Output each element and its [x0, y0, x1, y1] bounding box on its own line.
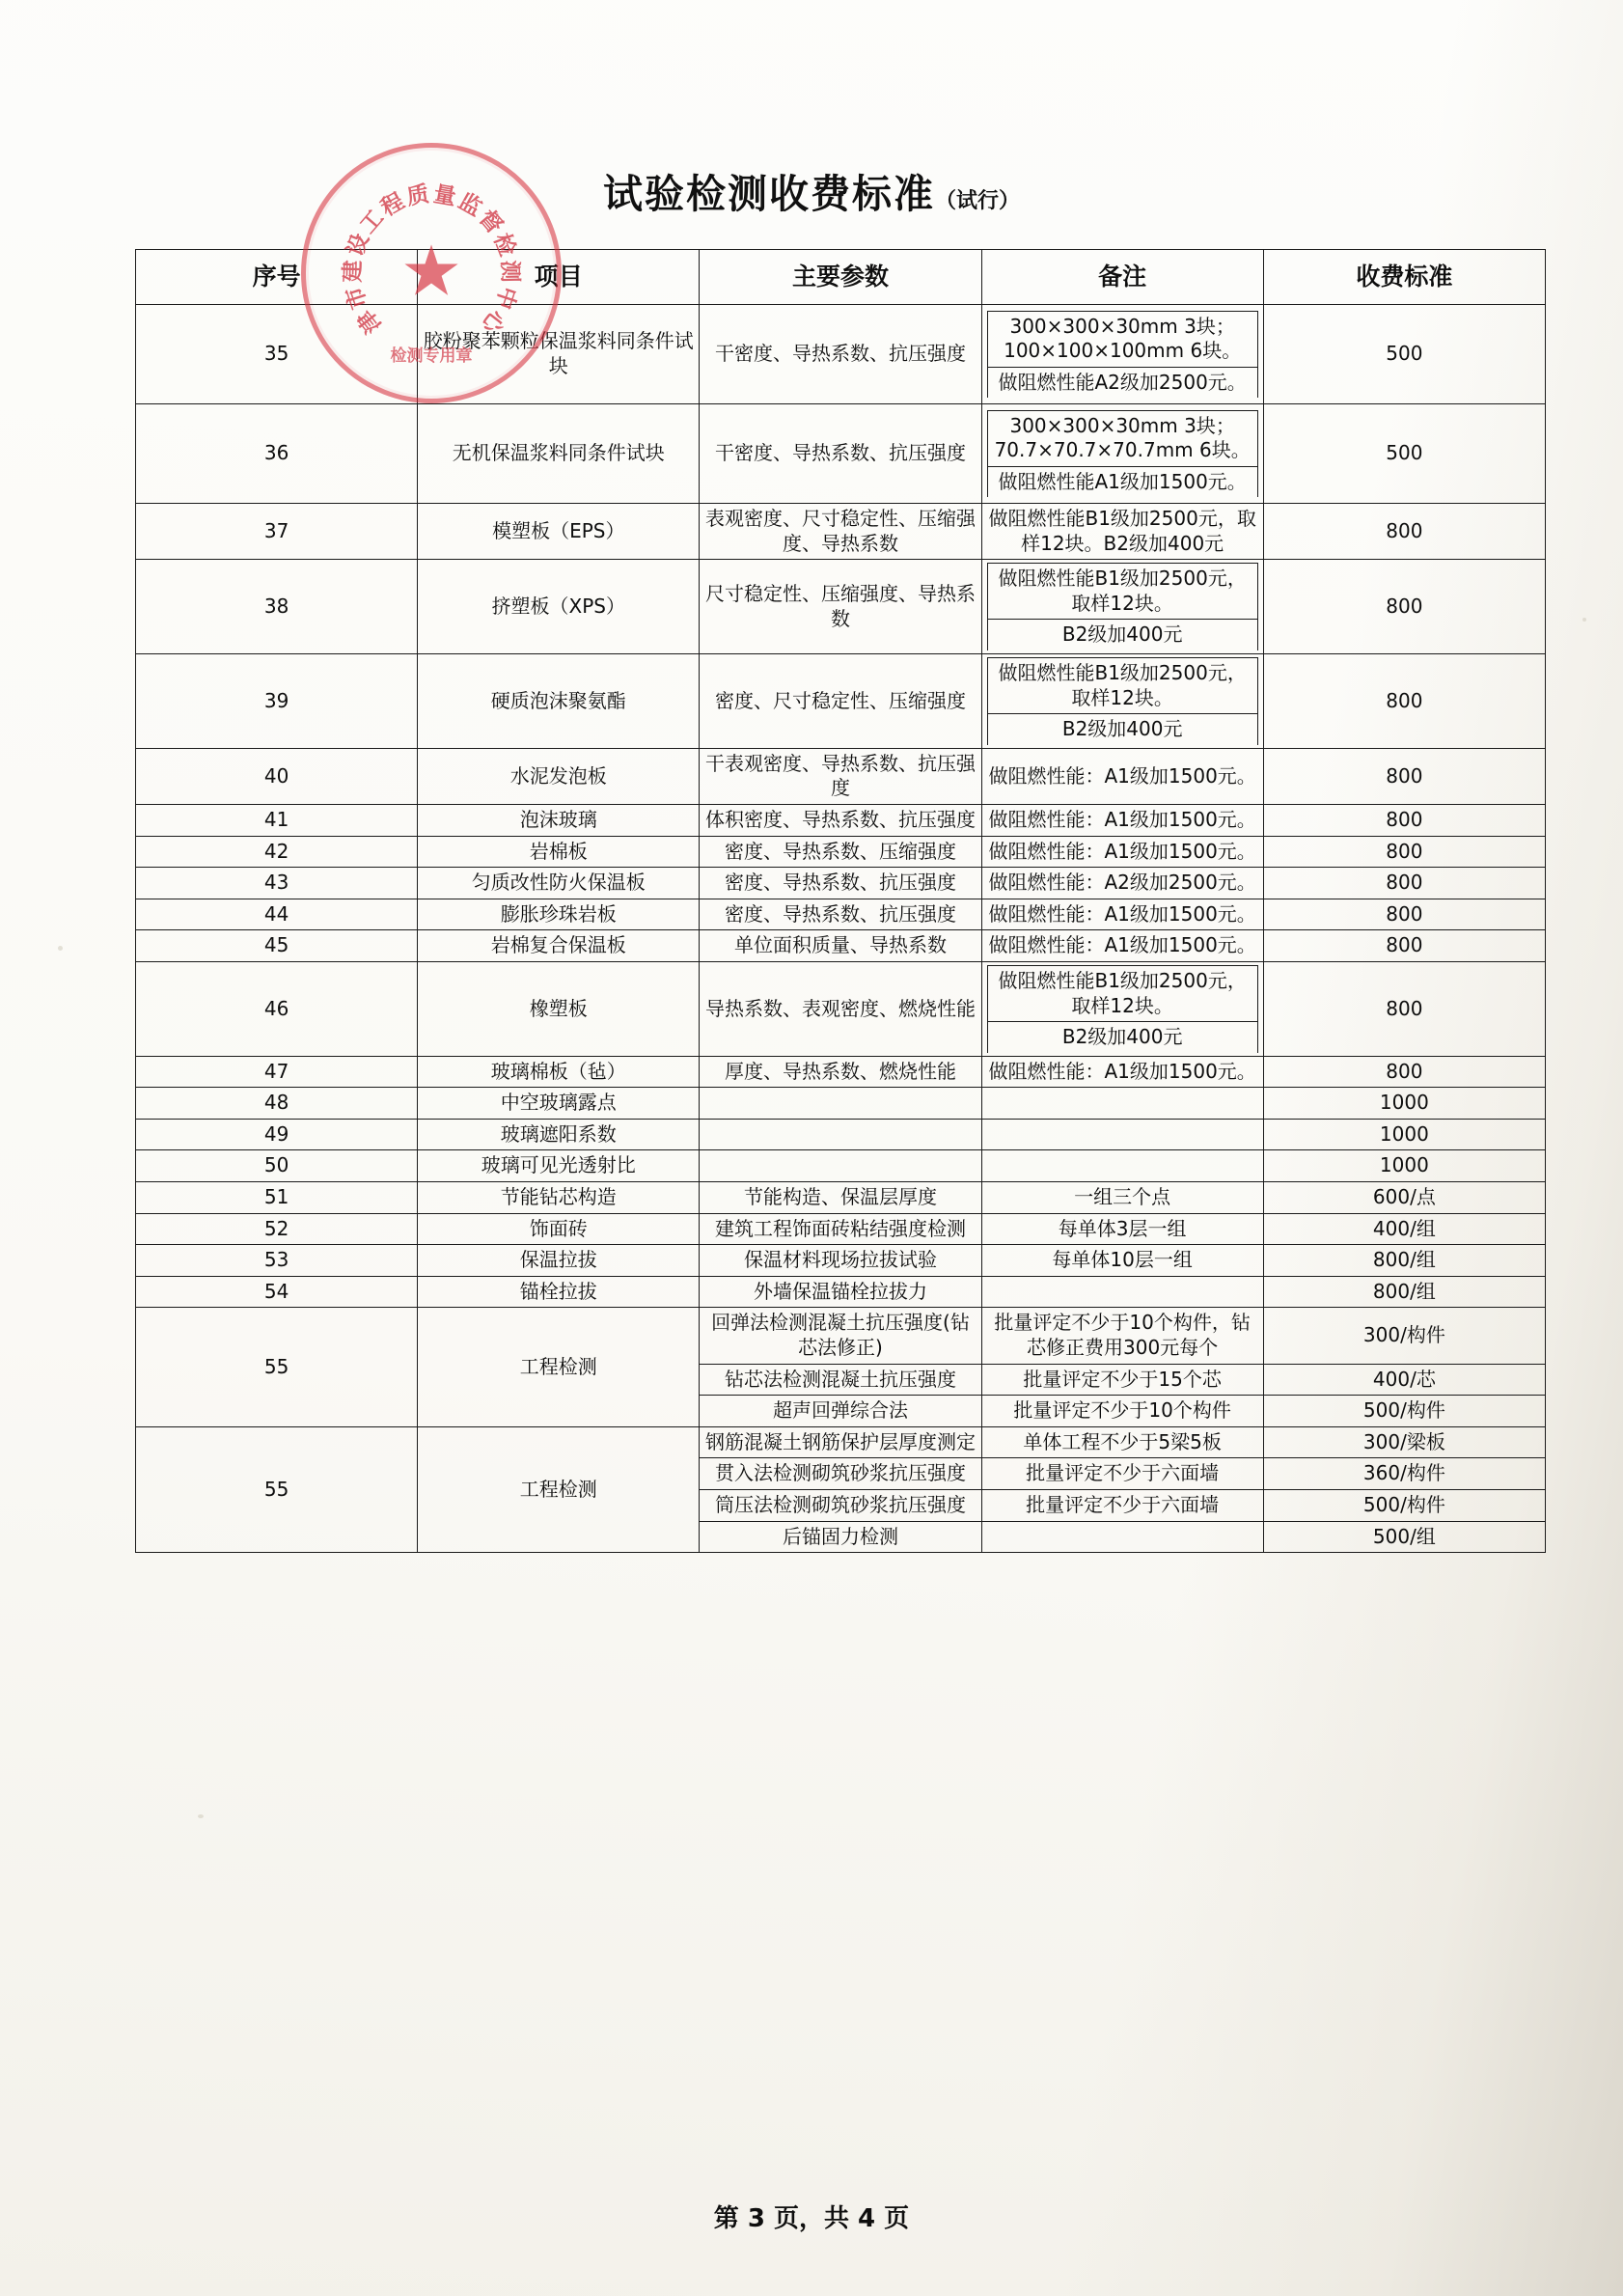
- cell-fee: 800/组: [1263, 1245, 1545, 1277]
- scan-speck: [1582, 618, 1586, 622]
- table-row: [136, 1056, 1546, 1088]
- seal-arc-char: 程: [376, 188, 409, 222]
- cell-item: 橡塑板: [418, 961, 700, 1056]
- remark-subrow: [987, 657, 1257, 713]
- cell-no: 41: [136, 804, 418, 836]
- cell-no: 52: [136, 1213, 418, 1245]
- cell-remark: 单体工程不少于5梁5板: [981, 1426, 1263, 1458]
- cell-param: 回弹法检测混凝土抗压强度(钻芯法修正): [700, 1308, 981, 1364]
- remark-subrow: [987, 965, 1257, 1021]
- remark-subcell: 做阻燃性能A1级加1500元。: [987, 466, 1257, 497]
- cell-remark: 批量评定不少于10个构件: [981, 1396, 1263, 1427]
- seal-arc-char: 建: [340, 260, 367, 283]
- table-row: [136, 1182, 1546, 1214]
- cell-param: 密度、尺寸稳定性、压缩强度: [700, 653, 981, 748]
- cell-fee: 1000: [1263, 1119, 1545, 1150]
- remark-subcell: 300×300×30mm 3块； 100×100×100mm 6块。: [987, 311, 1257, 367]
- cell-param: [700, 1088, 981, 1120]
- remark-subcell: 做阻燃性能B1级加2500元，取样12块。: [987, 965, 1257, 1021]
- cell-no: 39: [136, 653, 418, 748]
- seal-arc-char: 心: [476, 304, 510, 338]
- cell-no: 47: [136, 1056, 418, 1088]
- cell-fee: 800: [1263, 868, 1545, 899]
- table-row: [136, 305, 1546, 404]
- cell-item: 工程检测: [418, 1308, 700, 1426]
- cell-item: 工程检测: [418, 1426, 700, 1552]
- cell-item: 硬质泡沫聚氨酯: [418, 653, 700, 748]
- cell-fee: 1000: [1263, 1088, 1545, 1120]
- cell-item: 玻璃棉板（毡）: [418, 1056, 700, 1088]
- seal-arc-char: 工: [355, 205, 390, 239]
- cell-remark: 做阻燃性能：A1级加1500元。: [981, 748, 1263, 804]
- cell-no: 38: [136, 560, 418, 654]
- cell-no: 48: [136, 1088, 418, 1120]
- cell-item: 泡沫玻璃: [418, 804, 700, 836]
- table-row: [136, 899, 1546, 930]
- seal-arc-char: 设: [343, 230, 374, 261]
- table-row: [136, 836, 1546, 868]
- cell-no: 35: [136, 305, 418, 404]
- cell-param: 后锚固力检测: [700, 1521, 981, 1553]
- cell-item: 锚栓拉拔: [418, 1276, 700, 1308]
- cell-param: 干表观密度、导热系数、抗压强度: [700, 748, 981, 804]
- cell-no: 49: [136, 1119, 418, 1150]
- cell-param: 密度、导热系数、抗压强度: [700, 899, 981, 930]
- cell-no: 40: [136, 748, 418, 804]
- cell-param: 钢筋混凝土钢筋保护层厚度测定: [700, 1426, 981, 1458]
- cell-fee: 360/构件: [1263, 1458, 1545, 1490]
- cell-no: 53: [136, 1245, 418, 1277]
- cell-remark: 做阻燃性能：A1级加1500元。: [981, 930, 1263, 962]
- cell-param: 密度、导热系数、压缩强度: [700, 836, 981, 868]
- cell-fee: 500: [1263, 305, 1545, 404]
- table-row: [136, 504, 1546, 560]
- cell-param: 超声回弹综合法: [700, 1396, 981, 1427]
- cell-param: 干密度、导热系数、抗压强度: [700, 404, 981, 504]
- cell-item: 玻璃可见光透射比: [418, 1150, 700, 1182]
- cell-fee: 500/构件: [1263, 1490, 1545, 1522]
- remark-subcell: B2级加400元: [987, 620, 1257, 650]
- cell-fee: 800: [1263, 836, 1545, 868]
- cell-param: [700, 1150, 981, 1182]
- cell-remark: [981, 1521, 1263, 1553]
- document-title-suffix: （试行）: [934, 189, 1020, 213]
- cell-param: 尺寸稳定性、压缩强度、导热系数: [700, 560, 981, 654]
- seal-arc-char: 检: [488, 230, 520, 261]
- th-fee: 收费标准: [1263, 250, 1545, 305]
- cell-remark: 批量评定不少于六面墙: [981, 1490, 1263, 1522]
- table-row: [136, 1308, 1546, 1364]
- cell-param: 保温材料现场拉拔试验: [700, 1245, 981, 1277]
- table-row: [136, 1426, 1546, 1458]
- cell-param: 筒压法检测砌筑砂浆抗压强度: [700, 1490, 981, 1522]
- table-row: [136, 961, 1546, 1056]
- cell-remark: 一组三个点: [981, 1182, 1263, 1214]
- remark-subtable: [987, 657, 1258, 745]
- table-row: [136, 1088, 1546, 1120]
- cell-item: 保温拉拔: [418, 1245, 700, 1277]
- cell-fee: 800: [1263, 930, 1545, 962]
- cell-param: 节能构造、保温层厚度: [700, 1182, 981, 1214]
- th-item: 项目: [418, 250, 700, 305]
- page-footer: 第 3 页，共 4 页: [713, 2204, 910, 2233]
- table-row: [136, 1213, 1546, 1245]
- table-row: [136, 560, 1546, 654]
- table-row: [136, 930, 1546, 962]
- cell-param: 钻芯法检测混凝土抗压强度: [700, 1364, 981, 1396]
- cell-param: 单位面积质量、导热系数: [700, 930, 981, 962]
- remark-subrow: [987, 564, 1257, 620]
- cell-no: 36: [136, 404, 418, 504]
- cell-remark: 做阻燃性能：A1级加1500元。: [981, 836, 1263, 868]
- remark-subrow: [987, 620, 1257, 650]
- cell-remark: 每单体10层一组: [981, 1245, 1263, 1277]
- document-title: 试验检测收费标准: [602, 171, 935, 217]
- th-no: 序号: [136, 250, 418, 305]
- cell-fee: 1000: [1263, 1150, 1545, 1182]
- cell-remark: [981, 1088, 1263, 1120]
- cell-no: 43: [136, 868, 418, 899]
- cell-param: 密度、导热系数、抗压强度: [700, 868, 981, 899]
- table-row: [136, 653, 1546, 748]
- cell-remark: [981, 1276, 1263, 1308]
- cell-param: 厚度、导热系数、燃烧性能: [700, 1056, 981, 1088]
- remark-subrow: [987, 466, 1257, 497]
- cell-fee: 300/梁板: [1263, 1426, 1545, 1458]
- table-row: [136, 1119, 1546, 1150]
- seal-bottom-text: 检测专用章: [390, 346, 473, 365]
- cell-fee: 400/组: [1263, 1213, 1545, 1245]
- cell-param: 贯入法检测砌筑砂浆抗压强度: [700, 1458, 981, 1490]
- remark-subtable: [987, 965, 1258, 1053]
- cell-fee: 800: [1263, 899, 1545, 930]
- cell-remark: [981, 1119, 1263, 1150]
- table-row: [136, 1276, 1546, 1308]
- seal-arc-char: 监: [454, 188, 486, 222]
- cell-fee: 500/组: [1263, 1521, 1545, 1553]
- seal-arc-char: 量: [431, 181, 458, 210]
- cell-no: 55: [136, 1308, 418, 1426]
- remark-subtable: [987, 563, 1258, 650]
- cell-fee: 800: [1263, 560, 1545, 654]
- cell-item: 胶粉聚苯颗粒保温浆料同条件试块: [418, 305, 700, 404]
- remark-subcell: 做阻燃性能B1级加2500元，取样12块。: [987, 657, 1257, 713]
- cell-no: 54: [136, 1276, 418, 1308]
- seal-arc-char: 督: [473, 205, 508, 239]
- cell-no: 37: [136, 504, 418, 560]
- remark-subcell: 做阻燃性能B1级加2500元，取样12块。: [987, 564, 1257, 620]
- cell-remark: 批量评定不少于10个构件，钻芯修正费用300元每个: [981, 1308, 1263, 1364]
- cell-fee: 500: [1263, 404, 1545, 504]
- seal-star-icon: ★: [399, 233, 463, 311]
- cell-remark: 做阻燃性能：A1级加1500元。: [981, 899, 1263, 930]
- seal-arc-char: 测: [496, 260, 523, 283]
- remark-subcell: B2级加400元: [987, 714, 1257, 745]
- cell-no: 44: [136, 899, 418, 930]
- cell-fee: 800: [1263, 653, 1545, 748]
- cell-item: 玻璃遮阳系数: [418, 1119, 700, 1150]
- table-row: [136, 1150, 1546, 1182]
- remark-subrow: [987, 367, 1257, 398]
- seal-arc-char: 质: [404, 181, 431, 210]
- fee-standard-table: [135, 249, 1546, 1553]
- cell-param: 建筑工程饰面砖粘结强度检测: [700, 1213, 981, 1245]
- th-remark: 备注: [981, 250, 1263, 305]
- remark-subcell: 做阻燃性能A2级加2500元。: [987, 367, 1257, 398]
- cell-remark: 做阻燃性能：A1级加1500元。: [981, 1056, 1263, 1088]
- cell-remark: [981, 1150, 1263, 1182]
- cell-param: 导热系数、表观密度、燃烧性能: [700, 961, 981, 1056]
- cell-item: 模塑板（EPS）: [418, 504, 700, 560]
- cell-remark: 每单体3层一组: [981, 1213, 1263, 1245]
- cell-no: 42: [136, 836, 418, 868]
- cell-item: 饰面砖: [418, 1213, 700, 1245]
- scan-speck: [198, 1814, 204, 1818]
- cell-item: 无机保温浆料同条件试块: [418, 404, 700, 504]
- cell-no: 45: [136, 930, 418, 962]
- cell-fee: 800/组: [1263, 1276, 1545, 1308]
- cell-param: 外墙保温锚栓拉拔力: [700, 1276, 981, 1308]
- scan-speck: [58, 946, 63, 951]
- cell-no: 46: [136, 961, 418, 1056]
- cell-no: 50: [136, 1150, 418, 1182]
- cell-item: 水泥发泡板: [418, 748, 700, 804]
- remark-subcell: 300×300×30mm 3块； 70.7×70.7×70.7mm 6块。: [987, 410, 1257, 466]
- cell-item: 节能钻芯构造: [418, 1182, 700, 1214]
- cell-remark: 做阻燃性能：A1级加1500元。: [981, 804, 1263, 836]
- cell-param: 体积密度、导热系数、抗压强度: [700, 804, 981, 836]
- remark-subtable: [987, 311, 1258, 399]
- seal-arc-char: 津: [352, 304, 387, 338]
- cell-fee: 800: [1263, 504, 1545, 560]
- cell-no: 51: [136, 1182, 418, 1214]
- cell-remark: 批量评定不少于六面墙: [981, 1458, 1263, 1490]
- table-row: [136, 868, 1546, 899]
- cell-remark: 做阻燃性能：A2级加2500元。: [981, 868, 1263, 899]
- remark-subrow: [987, 410, 1257, 466]
- cell-no: 55: [136, 1426, 418, 1552]
- cell-item: 岩棉复合保温板: [418, 930, 700, 962]
- cell-item: 挤塑板（XPS）: [418, 560, 700, 654]
- table-row: [136, 804, 1546, 836]
- table-header-row: [136, 250, 1546, 305]
- page-title: [0, 162, 1623, 219]
- cell-remark: [981, 305, 1263, 404]
- table-row: [136, 1245, 1546, 1277]
- remark-subrow: [987, 1022, 1257, 1053]
- remark-subtable: [987, 410, 1258, 498]
- cell-remark: 做阻燃性能B1级加2500元，取样12块。B2级加400元: [981, 504, 1263, 560]
- cell-fee: 800: [1263, 1056, 1545, 1088]
- cell-fee: 300/构件: [1263, 1308, 1545, 1364]
- cell-item: 岩棉板: [418, 836, 700, 868]
- seal-arc-char: 市: [342, 283, 373, 313]
- cell-fee: 600/点: [1263, 1182, 1545, 1214]
- cell-remark: [981, 653, 1263, 748]
- cell-param: 干密度、导热系数、抗压强度: [700, 305, 981, 404]
- cell-remark: 批量评定不少于15个芯: [981, 1364, 1263, 1396]
- cell-param: 表观密度、尺寸稳定性、压缩强度、导热系数: [700, 504, 981, 560]
- seal-arc-char: 中: [489, 283, 521, 313]
- cell-fee: 800: [1263, 804, 1545, 836]
- th-param: 主要参数: [700, 250, 981, 305]
- remark-subcell: B2级加400元: [987, 1022, 1257, 1053]
- cell-item: 匀质改性防火保温板: [418, 868, 700, 899]
- cell-remark: [981, 404, 1263, 504]
- remark-subrow: [987, 311, 1257, 367]
- cell-remark: [981, 961, 1263, 1056]
- cell-fee: 500/构件: [1263, 1396, 1545, 1427]
- cell-fee: 400/芯: [1263, 1364, 1545, 1396]
- cell-item: 膨胀珍珠岩板: [418, 899, 700, 930]
- remark-subrow: [987, 714, 1257, 745]
- table-row: [136, 748, 1546, 804]
- cell-fee: 800: [1263, 748, 1545, 804]
- cell-item: 中空玻璃露点: [418, 1088, 700, 1120]
- cell-param: [700, 1119, 981, 1150]
- cell-remark: [981, 560, 1263, 654]
- cell-fee: 800: [1263, 961, 1545, 1056]
- table-row: [136, 404, 1546, 504]
